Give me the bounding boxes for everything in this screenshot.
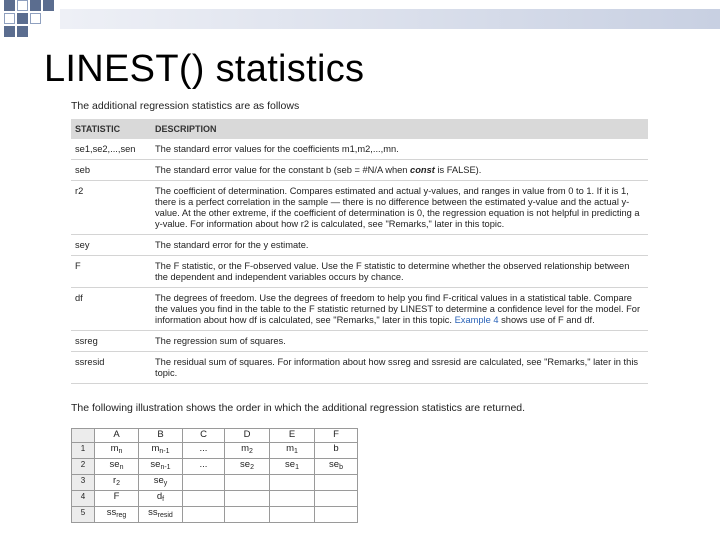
grid-cell: [95, 443, 139, 459]
grid-column-header: C: [183, 429, 225, 443]
description-text: The standard error values for the coefficients m1,m2,...,mn.: [155, 144, 399, 154]
grid-row: [72, 491, 358, 507]
title-bar-gradient: [60, 9, 720, 29]
table-row: [71, 235, 648, 256]
grid-column-header: E: [270, 429, 315, 443]
statistic-cell: seb: [71, 160, 151, 181]
grid-cell: [315, 459, 358, 475]
grid-cell-symbol: se: [240, 459, 251, 470]
grid-cell: [315, 443, 358, 459]
grid-cell: [270, 491, 315, 507]
grid-cell: [225, 459, 270, 475]
grid-cell-symbol: m: [110, 443, 119, 454]
deco-square: [17, 13, 28, 24]
deco-square: [43, 0, 54, 11]
deco-square: [17, 26, 28, 37]
description-cell: [151, 288, 648, 331]
grid-cell: [95, 491, 139, 507]
grid-cell: [183, 475, 225, 491]
deco-square: [17, 0, 28, 11]
deco-square: [30, 13, 41, 24]
grid-row: [72, 459, 358, 475]
grid-cell: [270, 507, 315, 523]
grid-cell-symbol: F: [113, 491, 120, 502]
grid-row-number: 2: [72, 459, 95, 475]
grid-cell: [225, 475, 270, 491]
grid-cell: [183, 459, 225, 475]
slide-decoration: [0, 0, 720, 40]
grid-row-number: 1: [72, 443, 95, 459]
description-text: The standard error for the y estimate.: [155, 240, 309, 250]
description-cell: [151, 235, 648, 256]
grid-cell-symbol: ss: [148, 507, 158, 518]
description-argument: const: [410, 165, 435, 175]
statistic-cell: ssresid: [71, 352, 151, 384]
header-description: DESCRIPTION: [151, 119, 648, 139]
table-row: [71, 181, 648, 235]
statistic-cell: F: [71, 256, 151, 288]
statistic-cell: df: [71, 288, 151, 331]
order-grid-body: [72, 429, 358, 523]
table-row: [71, 256, 648, 288]
statistic-cell: r2: [71, 181, 151, 235]
grid-column-header: F: [315, 429, 358, 443]
grid-cell-symbol: se: [329, 459, 340, 470]
order-grid: [71, 428, 358, 523]
grid-cell: [183, 443, 225, 459]
grid-cell-symbol: r: [112, 475, 117, 486]
grid-row-number: 4: [72, 491, 95, 507]
description-text-end: is FALSE).: [434, 165, 482, 175]
grid-cell-symbol: se: [109, 459, 120, 470]
grid-cell-subscript: n: [119, 464, 124, 471]
grid-cell: [315, 507, 358, 523]
grid-cell: [270, 459, 315, 475]
statistics-table: [71, 119, 648, 384]
grid-cell: [225, 491, 270, 507]
description-text: The F statistic, or the F-observed value. Use the F statistic to determine whether the observed relationship between the dependent and independent variables occurs by chance.: [155, 261, 630, 282]
grid-row-number: 3: [72, 475, 95, 491]
grid-cell-subscript: f: [162, 496, 165, 503]
grid-cell-symbol: se: [153, 475, 164, 486]
grid-cell: [315, 475, 358, 491]
table-row: [71, 331, 648, 352]
header-statistic: STATISTIC: [71, 119, 151, 139]
grid-cell: [139, 443, 183, 459]
grid-column-header: D: [225, 429, 270, 443]
grid-cell: [315, 491, 358, 507]
grid-cell: [95, 459, 139, 475]
grid-row: [72, 475, 358, 491]
grid-cell-subscript: 2: [116, 480, 121, 487]
table-row: [71, 288, 648, 331]
grid-cell: [183, 507, 225, 523]
grid-cell: [270, 443, 315, 459]
deco-square: [4, 26, 15, 37]
grid-row: [72, 443, 358, 459]
grid-cell: [183, 491, 225, 507]
grid-cell-subscript: n: [118, 448, 123, 455]
grid-header-row: [72, 429, 358, 443]
grid-cell: [225, 507, 270, 523]
statistics-table-body: [71, 139, 648, 384]
deco-square: [4, 0, 15, 11]
grid-corner-cell: [72, 429, 95, 443]
description-cell: [151, 256, 648, 288]
grid-cell-symbol: ss: [106, 507, 117, 518]
grid-cell-symbol: d: [156, 491, 163, 502]
grid-cell: [139, 491, 183, 507]
grid-cell: [139, 459, 183, 475]
grid-cell-subscript: 1: [295, 464, 299, 471]
table-row: [71, 352, 648, 384]
grid-cell-subscript: n-1: [160, 464, 171, 471]
grid-column-header: B: [139, 429, 183, 443]
description-text-end: shows use of F and df.: [498, 315, 595, 325]
table-header-row: [71, 119, 648, 139]
grid-cell: [95, 507, 139, 523]
grid-cell: [139, 475, 183, 491]
table-row: [71, 160, 648, 181]
grid-column-header: A: [95, 429, 139, 443]
grid-cell-subscript: n-1: [159, 448, 170, 455]
statistic-cell: sey: [71, 235, 151, 256]
grid-row-number: 5: [72, 507, 95, 523]
example-link[interactable]: Example 4: [454, 315, 499, 325]
description-cell: [151, 331, 648, 352]
grid-cell: [95, 475, 139, 491]
grid-cell-symbol: m: [151, 443, 160, 454]
description-cell: [151, 181, 648, 235]
statistic-cell: ssreg: [71, 331, 151, 352]
grid-cell: [139, 507, 183, 523]
grid-cell-subscript: reg: [116, 512, 127, 519]
description-text: The coefficient of determination. Compares estimated and actual y-values, and ranges in value from 0 to 1. If it is 1, there is a perfect correlation in the sample — there is no difference between the estimated y-value and the actual y-value. At the other extreme, if the coefficient of determination is 0, the regression equation is not helpful in predicting a y-value. For information about how r2 is calculated, see "Remarks," later in this topic.: [155, 186, 640, 229]
grid-cell: [225, 443, 270, 459]
grid-cell-symbol: m: [286, 443, 294, 454]
outro-text: The following illustration shows the order in which the additional regression statistics are returned.: [71, 402, 526, 414]
grid-cell-subscript: b: [339, 464, 343, 471]
grid-cell-subscript: 2: [250, 464, 254, 471]
grid-cell-symbol: b: [333, 443, 339, 454]
grid-cell-symbol: se: [285, 459, 296, 470]
description-text: The degrees of freedom. Use the degrees of freedom to help you find F-critical values in a statistical table. Compare the values you find in the table to the F statistic returned by LINEST to determine a confidence level for the model. For information about how df is calculated, see "Remarks," later in this topic.: [155, 293, 641, 325]
table-row: [71, 139, 648, 160]
description-cell: [151, 160, 648, 181]
grid-cell-symbol: ...: [199, 443, 208, 454]
statistic-cell: se1,se2,...,sen: [71, 139, 151, 160]
grid-cell-subscript: 2: [249, 448, 253, 455]
description-cell: [151, 352, 648, 384]
deco-square: [4, 13, 15, 24]
grid-cell-subscript: 1: [294, 448, 298, 455]
grid-cell-subscript: resid: [157, 512, 173, 519]
grid-cell-subscript: y: [163, 480, 168, 487]
grid-row: [72, 507, 358, 523]
intro-text: The additional regression statistics are as follows: [71, 100, 300, 112]
grid-cell-symbol: se: [150, 459, 161, 470]
grid-cell-symbol: m: [241, 443, 249, 454]
slide-title: LINEST() statistics: [44, 48, 365, 90]
grid-cell-symbol: ...: [199, 459, 208, 470]
description-text: The residual sum of squares. For information about how ssreg and ssresid are calculated, see "Remarks," later in this topic.: [155, 357, 639, 378]
description-text: The standard error value for the constant b (seb = #N/A when: [155, 165, 411, 175]
description-text: The regression sum of squares.: [155, 336, 286, 346]
grid-cell: [270, 475, 315, 491]
deco-square: [30, 0, 41, 11]
description-cell: [151, 139, 648, 160]
